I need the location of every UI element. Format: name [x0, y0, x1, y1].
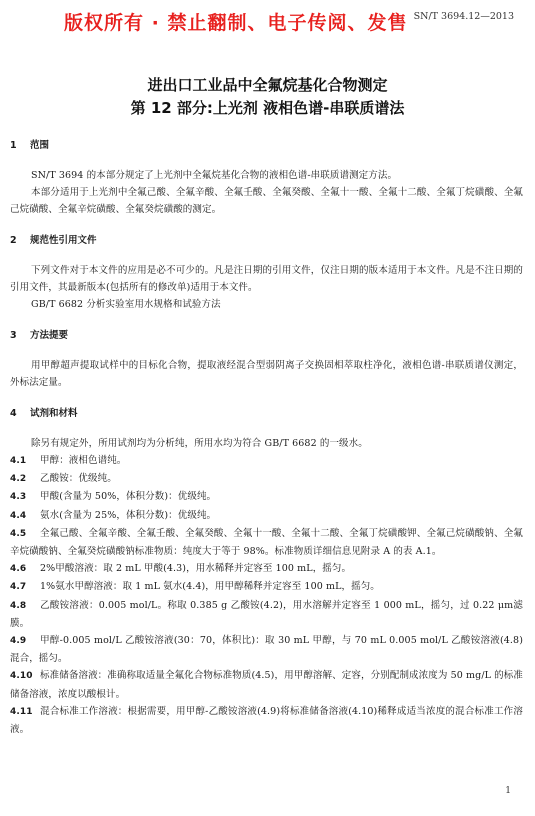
- page-number: 1: [505, 786, 511, 796]
- item-text: 甲酸(含量为 50%，体积分数)：优级纯。: [40, 491, 217, 503]
- section-title: 方法提要: [30, 330, 69, 341]
- item-text: 1%氨水甲醇溶液：取 1 mL 氨水(4.4)，用甲醇稀释并定容至 100 mL，摇匀。: [40, 581, 380, 593]
- document-body: [10, 139, 523, 738]
- item-number: 4.7: [10, 582, 27, 593]
- list-item: [10, 470, 523, 488]
- title-line-2: 第 12 部分:上光剂 液相色谱-串联质谱法: [130, 99, 405, 117]
- list-item: [10, 597, 523, 632]
- item-number: 4.5: [10, 528, 27, 539]
- list-item: [10, 703, 523, 738]
- section-number: 4: [10, 408, 17, 419]
- section-number: 3: [10, 330, 17, 341]
- copyright-watermark: 版权所有 · 禁止翻制、电子传阅、发售: [64, 12, 408, 34]
- section-heading: [10, 139, 523, 153]
- reference-entry: GB/T 6682 分析实验室用水规格和试验方法: [31, 299, 221, 310]
- paragraph: 本部分适用于上光剂中全氟己酸、全氟辛酸、全氟壬酸、全氟癸酸、全氟十一酸、全氟十二酸、全氟丁烷磺酸、全氟己烷磺酸、全氟辛烷磺酸、全氟癸烷磺酸的测定。: [10, 187, 523, 215]
- section-title: 规范性引用文件: [30, 235, 97, 246]
- list-item: [10, 632, 523, 667]
- list-item: [10, 667, 523, 702]
- paragraph: 下列文件对于本文件的应用是必不可少的。凡是注日期的引用文件，仅注日期的版本适用于本文件。凡是不注日期的引用文件，其最新版本(包括所有的修改单)适用于本文件。: [10, 265, 523, 293]
- section-principle: [10, 329, 523, 391]
- list-item: [10, 560, 523, 578]
- paragraph: 除另有规定外，所用试剂均为分析纯，所用水均为符合 GB/T 6682 的一级水。: [31, 438, 368, 449]
- list-item: [10, 507, 523, 525]
- section-reagents: [10, 407, 523, 738]
- list-item: [10, 525, 523, 560]
- section-normative-references: [10, 234, 523, 313]
- item-text: 氨水(含量为 25%，体积分数)：优级纯。: [40, 509, 217, 521]
- paragraph: SN/T 3694 的本部分规定了上光剂中全氟烷基化合物的液相色谱-串联质谱测定方法。: [31, 170, 398, 181]
- item-number: 4.6: [10, 564, 27, 575]
- item-text: 甲醇-0.005 mol/L 乙酸铵溶液(30：70，体积比)：取 30 mL 甲醇，与 70 mL 0.005 mol/L 乙酸铵溶液(4.8)混合，摇匀。: [10, 635, 523, 665]
- list-item: [10, 488, 523, 506]
- item-text: 乙酸铵：优级纯。: [40, 473, 117, 485]
- item-number: 4.11: [10, 706, 33, 717]
- item-number: 4.9: [10, 636, 27, 647]
- section-heading: [10, 234, 523, 248]
- section-title: 范围: [30, 140, 50, 151]
- list-item: [10, 452, 523, 470]
- item-text: 2%甲酸溶液：取 2 mL 甲酸(4.3)，用水稀释并定容至 100 mL，摇匀。: [40, 563, 352, 575]
- item-number: 4.2: [10, 474, 27, 485]
- item-text: 混合标准工作溶液：根据需要，用甲醇-乙酸铵溶液(4.9)将标准储备溶液(4.10)稀释成适当浓度的混合标准工作溶液。: [10, 705, 523, 736]
- list-item: [10, 578, 523, 596]
- item-text: 全氟己酸、全氟辛酸、全氟壬酸、全氟癸酸、全氟十一酸、全氟十二酸、全氟丁烷磺酸钾、全氟己烷磺酸钠、全氟辛烷磺酸钠、全氟癸烷磺酸钠标准物质：纯度大于等于 98%。标准物质详细信息见附录 A 的表 A.1。: [10, 527, 523, 558]
- item-number: 4.4: [10, 510, 27, 521]
- item-number: 4.10: [10, 671, 33, 682]
- section-heading: [10, 407, 523, 421]
- item-number: 4.1: [10, 456, 27, 466]
- item-number: 4.8: [10, 600, 27, 611]
- item-number: 4.3: [10, 492, 27, 503]
- item-text: 甲醇：液相色谱纯。: [40, 455, 127, 466]
- item-text: 乙酸铵溶液：0.005 mol/L。称取 0.385 g 乙酸铵(4.2)，用水溶解并定容至 1 000 mL，摇匀，过 0.22 μm滤膜。: [10, 599, 523, 629]
- section-number: 2: [10, 235, 17, 246]
- section-scope: [10, 139, 523, 218]
- title-line-1: 进出口工业品中全氟烷基化合物测定: [147, 76, 388, 94]
- section-title: 试剂和材料: [30, 408, 78, 419]
- item-text: 标准储备溶液：准确称取适量全氟化合物标准物质(4.5)，用甲醇溶解、定容，分别配制成浓度为 50 mg/L 的标准储备溶液，浓度以酸根计。: [10, 670, 523, 700]
- section-number: 1: [10, 140, 17, 151]
- standard-code: SN/T 3694.12—2013: [413, 11, 514, 22]
- paragraph: 用甲醇超声提取试样中的目标化合物，提取液经混合型弱阴离子交换固相萃取柱净化，液相色谱-串联质谱仪测定，外标法定量。: [10, 360, 523, 388]
- section-heading: [10, 329, 523, 343]
- title-block: [0, 74, 535, 120]
